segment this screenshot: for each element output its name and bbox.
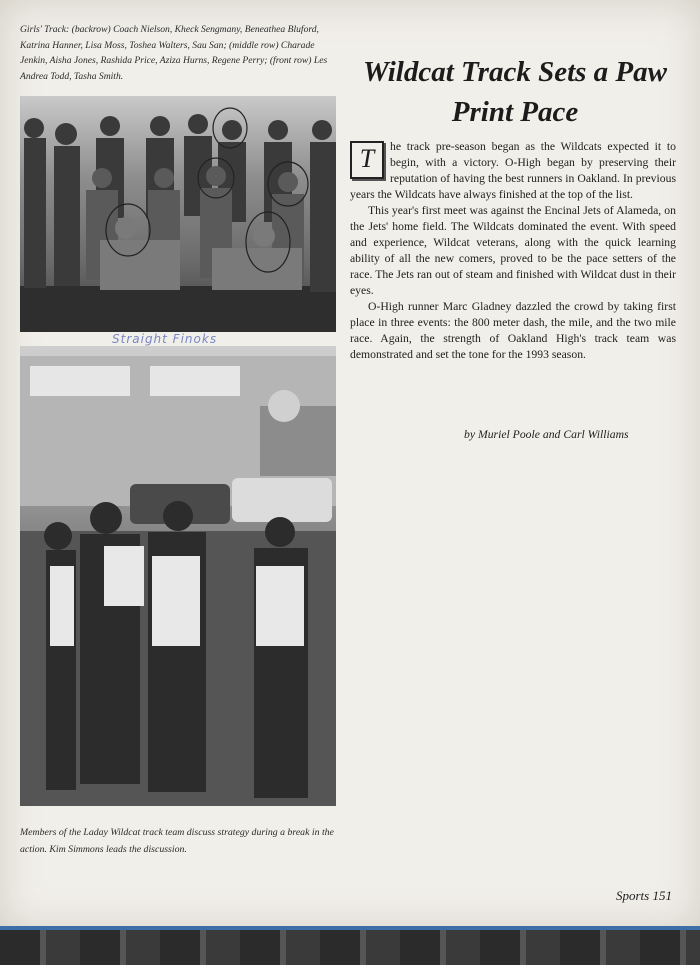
article-paragraph: This year's first meet was against the Encinal Jets of Alameda, on the Jets' home field. The Wildcats dominated the event. With speed and experience, Wildcat veterans, along with the quick learning ability of all the new comers, proved to be the pace setters of the race. The Jets ran out of steam and finished with Wildcat dust in their eyes. <box>350 204 676 297</box>
team-photo-caption: Girls' Track: (backrow) Coach Nielson, Kheck Sengmany, Beneathea Bluford, Katrina Hanner, Lisa Moss, Toshea Walters, Sau San; (middle row) Charade Jenkin, Aisha Jones, Rashida Price, Aziza Hurns, Regene Perry; (front row) Les Andrea Todd, Tasha Smith. <box>20 24 328 82</box>
handwritten-note: Straight Finoks <box>112 332 218 346</box>
strategy-photo-illustration <box>20 346 336 806</box>
article-body <box>350 139 676 363</box>
article-paragraph <box>350 139 676 203</box>
article-paragraph: O-High runner Marc Gladney dazzled the crowd by taking first place in three events: the 800 meter dash, the mile, and the two mile race. Again, the strength of Oakland High's track team was demonstrated and set the tone for the 1993 season. <box>350 300 676 361</box>
team-photo-illustration <box>20 96 336 332</box>
page-number: Sports 151 <box>616 888 672 903</box>
byline: by Muriel Poole and Carl Williams <box>464 428 629 441</box>
team-photo <box>20 96 336 332</box>
paragraph-text: he track pre-season began as the Wildcats expected it to begin, with a victory. O-High began by preserving their reputation of having the best runners in Oakland. In previous years the Wildcats have always finished at the top of the list. <box>350 140 676 201</box>
binder-edge <box>0 930 700 965</box>
drop-cap: T <box>350 141 384 179</box>
strategy-photo-caption: Members of the Laday Wildcat track team discuss strategy during a break in the action. Kim Simmons leads the discussion. <box>20 827 334 855</box>
article-headline: Wildcat Track Sets a Paw Print Pace <box>363 56 667 128</box>
strategy-photo <box>20 346 336 806</box>
